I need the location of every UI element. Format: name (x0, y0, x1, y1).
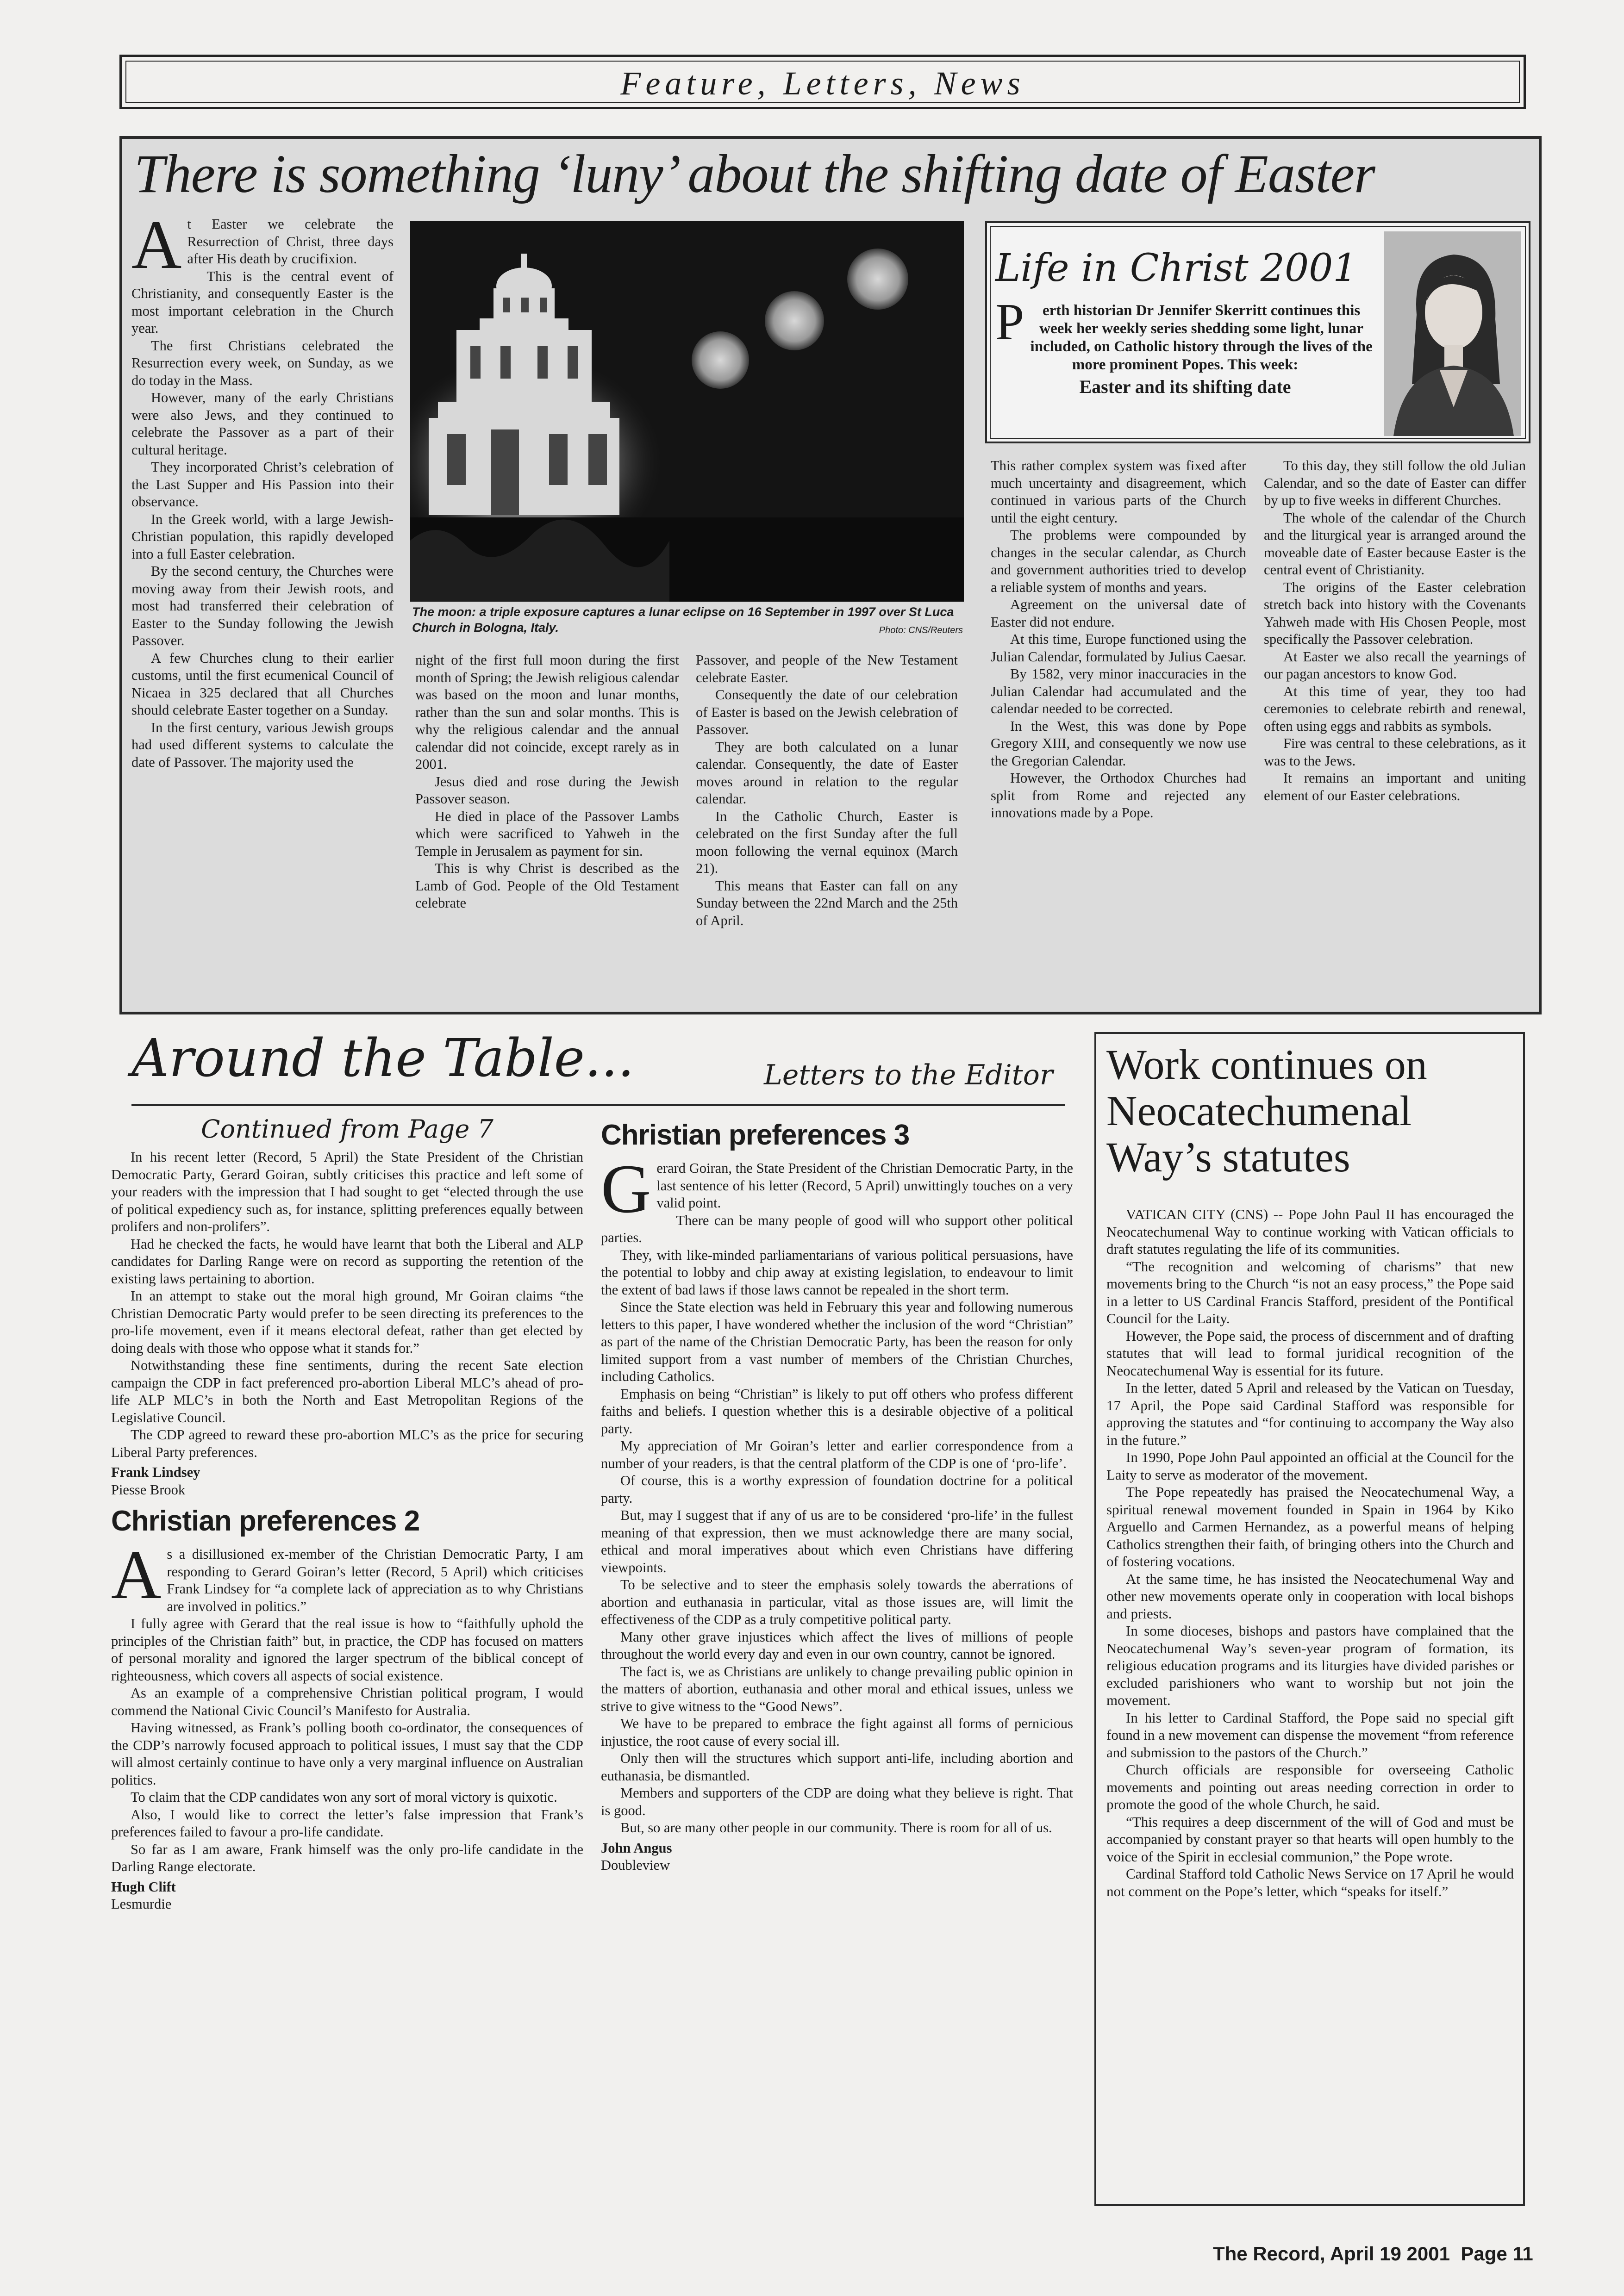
feature-column-2 (415, 652, 679, 912)
letter-dropcap: A (111, 1537, 162, 1613)
letter-paragraph: Also, I would like to correct the letter’s false impression that Frank’s preferences failed to favour a pro-life candidate. (111, 1806, 583, 1840)
feature-paragraph: The problems were compounded by changes in the secular calendar, as Church and government authorities tried to develop a reliable system of months and years. (991, 527, 1246, 595)
photo-caption-text: The moon: a triple exposure captures a lunar eclipse on 16 September in 1997 over St Luca Church in Bologna, Italy. (412, 605, 954, 635)
section-header-box (119, 55, 1526, 109)
letter-heading: Christian preferences 2 (111, 1505, 420, 1537)
feature-paragraph: It remains an important and uniting element of our Easter celebrations. (1264, 770, 1526, 803)
feature-paragraph: This rather complex system was fixed after much uncertainty and disagreement, which continued in various parts of the Church until the eight century. (991, 458, 1246, 526)
feature-paragraph: However, many of the early Christians were also Jews, and they continued to celebrate the Passover as a part of their cultural heritage. (131, 390, 394, 458)
feature-paragraph: In the Greek world, with a large Jewish-Christian population, this rapidly developed into a full Easter celebration. (131, 511, 394, 562)
feature-paragraph: A few Churches clung to their earlier customs, until the first ecumenical Council of Nicaea in 325 declared that all Churches should celebrate Easter together on a Sunday. (131, 650, 394, 718)
news-paragraph: Church officials are responsible for overseeing Catholic movements and pointing out areas needing correction in order to promote the good of the whole Church, he said. (1106, 1761, 1514, 1812)
feature-paragraph: Consequently the date of our celebration of Easter is based on the Jewish celebration of Passover. (696, 687, 958, 737)
feature-column-1 (131, 206, 394, 771)
feature-paragraph: Agreement on the universal date of Easter did not endure. (991, 597, 1246, 630)
letter-paragraph: In his recent letter (Record, 5 April) the State President of the Christian Democratic Party, Gerard Goiran, subtly criticises this practice and left some of your readers with the impression that I had sought to get “elected through the use of political expediency such as, for instance, splitting preferences equally between prolifers and non-prolifers”. (111, 1149, 583, 1234)
news-paragraph: In some dioceses, bishops and pastors have complained that the Neocatechumenal Way’s seven-year program of formation, its religious education programs and its liturgies have divided parishes or excluded parishioners who want to worship but not join the movement. (1106, 1623, 1514, 1708)
letter-paragraph: Only then will the structures which support anti-life, including abortion and euthanasia, be dismantled. (601, 1750, 1073, 1784)
feature-paragraph: At this time, Europe functioned using the Julian Calendar, formulated by Julius Caesar. (991, 631, 1246, 665)
news-paragraph: In the letter, dated 5 April and released by the Vatican on Tuesday, 17 April, the Pope said Cardinal Stafford was responsible for approving the statutes and “for continuing to accompany the Way also in the future.” (1106, 1380, 1514, 1448)
letter-paragraph: They, with like-minded parliamentarians of various political persuasions, have the potential to lobby and chip away at existing legislation, to endeavour to limit the extent of bad laws if those laws cannot be repealed in the short term. (601, 1247, 1073, 1298)
feature-paragraph: They incorporated Christ’s celebration of the Last Supper and His Passion into their observance. (131, 459, 394, 510)
sidebar-topic: Easter and its shifting date (1079, 376, 1291, 397)
feature-paragraph: To this day, they still follow the old Julian Calendar, and so the date of Easter can differ by up to five weeks in different Churches. (1264, 458, 1526, 508)
series-title: Life in Christ 2001 (995, 246, 1357, 290)
letter-paragraph: To be selective and to steer the emphasis solely towards the aberrations of abortion and euthanasia in particular, vital as those issues are, will limit the effectiveness of the CDP as a truly competitive political party. (601, 1577, 1073, 1627)
letter-heading: Christian preferences 3 (601, 1119, 910, 1151)
feature-paragraph: By the second century, the Churches were moving away from their Jewish roots, and most had transferred their celebration of Easter to the Sunday following the Jewish Passover. (131, 563, 394, 648)
news-paragraph: However, the Pope said, the process of discernment and of drafting statutes that will lead to formal juridical recognition of the Neocatechumenal Way is essential for its future. (1106, 1327, 1514, 1379)
sidebar-dropcap: P (995, 293, 1024, 351)
news-paragraph: “This requires a deep discernment of the will of God and must be accompanied by constant prayer so that hearts will open humbly to the voice of the Spirit in ecclesial communion,” the Pope wrote. (1106, 1813, 1514, 1865)
letter-paragraph: Members and supporters of the CDP are doing what they believe is right. That is good. (601, 1785, 1073, 1818)
feature-paragraph: Jesus died and rose during the Jewish Passover season. (415, 773, 679, 807)
feature-paragraph: However, the Orthodox Churches had split from Rome and rejected any innovations made by a Pope. (991, 770, 1246, 821)
letter-paragraph: erard Goiran, the State President of the Christian Democratic Party, in the last sentence of his letter (Record, 5 April) unwittingly touches on a very valid point. (656, 1160, 1073, 1211)
letter-paragraph: As an example of a comprehensive Christian political program, I would commend the National Civic Council’s Manifesto for Australia. (111, 1685, 583, 1718)
author-photo (1384, 231, 1521, 436)
feature-paragraph: He died in place of the Passover Lambs which were sacrificed to Yahweh in the Temple in Jerusalem as payment for sin. (415, 808, 679, 859)
letter-paragraph: To claim that the CDP candidates won any sort of moral victory is quixotic. (131, 1789, 557, 1805)
feature-paragraph: They are both calculated on a lunar calendar. Consequently, the date of Easter moves around in relation to the regular calendar. (696, 739, 958, 807)
feature-paragraph: The whole of the calendar of the Church and the liturgical year is arranged around the moveable date of Easter because Easter is the central event of Christianity. (1264, 510, 1526, 578)
moon-icon (765, 291, 824, 350)
news-paragraph: At the same time, he has insisted the Neocatechumenal Way and other new movements operate only in cooperation with local bishops and priests. (1106, 1570, 1514, 1622)
letter-author: John Angus (601, 1840, 672, 1856)
letter-paragraph: Notwithstanding these fine sentiments, during the recent Sate election campaign the CDP in fact preferenced pro-abortion Liberal MLC’s ahead of pro-life ALP MLC’s in both the North and East Metropolitan Regions of the Legislative Council. (111, 1357, 583, 1425)
letter-author: Hugh Clift (111, 1879, 176, 1895)
letter-paragraph: Emphasis on being “Christian” is likely to put off others who profess different faiths and beliefs. I question whether this is a desirable objective of a political party. (601, 1386, 1073, 1437)
letter-dropcap: G (601, 1151, 651, 1227)
letter-paragraph: There can be many people of good will who support other political parties. (601, 1212, 1073, 1245)
letter-location: Piesse Brook (111, 1481, 186, 1498)
news-paragraph: “The recognition and welcoming of charisms” that new movements bring to the Church “is not an easy process,” the Pope said in a letter to US Cardinal Francis Stafford, president of the Pontifical Council for the Laity. (1106, 1258, 1514, 1326)
feature-paragraph: The origins of the Easter celebration stretch back into history with the Covenants Yahweh made with His Chosen People, most specifically the Passover celebration. (1264, 579, 1526, 647)
feature-paragraph: In the first century, various Jewish groups had used different systems to calculate the date of Passover. The majority used the (131, 719, 394, 770)
feature-headline: There is something ‘luny’ about the shifting date of Easter (134, 143, 1375, 204)
letter-paragraph: Many other grave injustices which affect the lives of millions of people throughout the world every day and even in our own country, cannot be ignored. (601, 1629, 1073, 1662)
feature-paragraph: In the Catholic Church, Easter is celebrated on the first Sunday after the full moon following the vernal equinox (March 21). (696, 808, 958, 876)
photo-caption (412, 604, 963, 638)
moon-icon (692, 331, 749, 389)
feature-column-4 (991, 457, 1246, 822)
letter-paragraph: Had he checked the facts, he would have learnt that both the Liberal and ALP candidates for Darling Range were on record as supporting the retention of the existing laws pertaining to abortion. (111, 1236, 583, 1287)
letter-paragraph: The CDP agreed to reward these pro-abortion MLC’s as the price for securing Liberal Party preferences. (111, 1427, 583, 1460)
letter-paragraph: But, may I suggest that if any of us are to be considered ‘pro-life’ in the fullest meaning of that expression, then we must acknowledge there are many social, ethical and moral imperatives about which even Christians have differing viewpoints. (601, 1507, 1073, 1575)
feature-column-3 (696, 652, 958, 929)
news-paragraph: In 1990, Pope John Paul appointed an official at the Council for the Laity to serve as moderator of the movement. (1106, 1449, 1514, 1483)
news-paragraph: In his letter to Cardinal Stafford, the Pope said no special gift found in a new movement can dispense the movement “from reference and submission to the pastors of the Church.” (1106, 1709, 1514, 1761)
feature-paragraph: night of the first full moon during the first month of Spring; the Jewish religious calendar was based on the moon and lunar months, rather than the sun and solar months. This is why the religious calendar and the annual calendar did not coincide, except rarely as in 2001. (415, 652, 679, 772)
church-eclipse-image (410, 221, 964, 602)
feature-paragraph: At Easter we also recall the yearnings of our pagan ancestors to know God. (1264, 648, 1526, 682)
letter-author: Frank Lindsey (111, 1464, 200, 1480)
author-portrait-image (1384, 231, 1521, 436)
feature-paragraph: By 1582, very minor inaccuracies in the Julian Calendar had accumulated and the calendar needed to be corrected. (991, 666, 1246, 716)
feature-paragraph: This means that Easter can fall on any Sunday between the 22nd March and the 25th of April. (696, 877, 958, 928)
news-column (1106, 1206, 1514, 1900)
news-paragraph: VATICAN CITY (CNS) -- Pope John Paul II has encouraged the Neocatechumenal Way to continue working with Vatican officials to draft statutes regulating the life of its communities. (1106, 1206, 1514, 1257)
news-paragraph: The Pope repeatedly has praised the Neocatechumenal Way, a spiritual renewal movement founded in Spain in 1964 by Kiko Arguello and Carmen Hernandez, as a powerful means of helping Catholics strengthen their faith, of bringing others into the Church and of fostering vocations. (1106, 1484, 1514, 1569)
letter-paragraph: So far as I am aware, Frank himself was the only pro-life candidate in the Darling Range electorate. (111, 1841, 583, 1874)
feature-paragraph: In the West, this was done by Pope Gregory XIII, and consequently we now use the Gregorian Calendar. (991, 718, 1246, 769)
letter-paragraph: Of course, this is a worthy expression of foundation doctrine for a political party. (601, 1473, 1073, 1506)
sidebar-intro (995, 293, 1375, 397)
feature-paragraph: Passover, and people of the New Testament celebrate Easter. (696, 652, 958, 685)
letter-paragraph: My appreciation of Mr Goiran’s letter and earlier correspondence from a number of your readers, is that the central platform of the CDP is one of ‘pro-life’. (601, 1438, 1073, 1471)
news-headline: Work continues on Neocatechumenal Way’s statutes (1106, 1041, 1427, 1181)
page-footer: The Record, April 19 2001 Page 11 (1213, 2243, 1533, 2265)
letter-location: Lesmurdie (111, 1896, 172, 1912)
sidebar-intro-text: erth historian Dr Jennifer Skerritt continues this week her weekly series shedding some light, lunar included, on Catholic history through the lives of the more prominent Popes. This week: (1030, 302, 1373, 373)
letter-paragraph: Since the State election was held in February this year and following numerous letters to this paper, I have wondered whether the inclusion of the word “Christian” as part of the name of the Christian Democratic Party, has been the reason for only limited support from a vast number of members of the Christian Churches, including Catholics. (601, 1299, 1073, 1384)
letters-subbanner: Letters to the Editor (764, 1059, 1053, 1091)
letter-location: Doubleview (601, 1857, 670, 1873)
photo-credit: Photo: CNS/Reuters (879, 625, 963, 635)
letter-paragraph: I fully agree with Gerard that the real issue is how to “faithfully uphold the principles of the Christian faith” but, in practice, the CDP has focused on matters of personal morality and ignored the larger spectrum of the biblical concept of righteousness, which covers all aspects of social existence. (111, 1616, 583, 1684)
feature-paragraph: Fire was central to these celebrations, as it was to the Jews. (1264, 735, 1526, 769)
letters-rule (131, 1104, 1065, 1106)
moon-icon (847, 249, 908, 310)
feature-paragraph: This is why Christ is described as the Lamb of God. People of the Old Testament celebrate (415, 860, 679, 911)
feature-column-5 (1264, 457, 1526, 804)
letter-paragraph: s a disillusioned ex-member of the Christian Democratic Party, I am responding to Gerard Goiran’s letter (Record, 5 April) which criticises Frank Lindsey for “a complete lack of appreciation as to why Christians are involved in politics.” (167, 1546, 583, 1614)
feature-paragraph: At this time of year, they too had ceremonies to celebrate rebirth and renewal, often using eggs and rabbits as symbols. (1264, 683, 1526, 734)
letters-column-1 (111, 1115, 583, 1913)
letter-paragraph: The fact is, we as Christians are unlikely to change prevailing public opinion in the matters of abortion, euthanasia and other moral and ethical issues, unless we strive to give witness to the “Good News”. (601, 1663, 1073, 1714)
letters-column-2 (601, 1119, 1073, 1874)
letter-paragraph: Having witnessed, as Frank’s polling booth co-ordinator, the consequences of the CDP’s narrowly focused approach to political issues, I must say that the CDP will almost certainly continue to have only a very marginal influence on Australian politics. (111, 1720, 583, 1788)
feature-paragraph: This is the central event of Christianity, and consequently Easter is the most important celebration in the Church year. (131, 268, 394, 336)
section-header-title: Feature, Letters, News (620, 65, 1025, 102)
letter-paragraph: But, so are many other people in our community. There is room for all of us. (620, 1820, 1052, 1836)
letter-paragraph: We have to be prepared to embrace the fight against all forms of pernicious injustice, the root cause of every social ill. (601, 1716, 1073, 1749)
feature-paragraph: t Easter we celebrate the Resurrection of Christ, three days after His death by crucifixion. (187, 216, 394, 267)
letter-paragraph: In an attempt to stake out the moral high ground, Mr Goiran claims “the Christian Democratic Party would prefer to be seen directing its preferences to the pro-life movement, even if it means electoral defeat, rather than get elected by doing deals with those who oppose what it stands for.” (111, 1288, 583, 1356)
continued-label: Continued from Page 7 (201, 1114, 493, 1144)
feature-dropcap: A (131, 206, 182, 283)
feature-paragraph: The first Christians celebrated the Resurrection every week, on Sunday, as we do today in the Mass. (131, 337, 394, 388)
news-paragraph: Cardinal Stafford told Catholic News Service on 17 April he would not comment on the Pope’s letter, which “speaks for itself.” (1106, 1866, 1514, 1899)
feature-photo (410, 221, 964, 602)
letters-banner: Around the Table... (131, 1028, 634, 1089)
